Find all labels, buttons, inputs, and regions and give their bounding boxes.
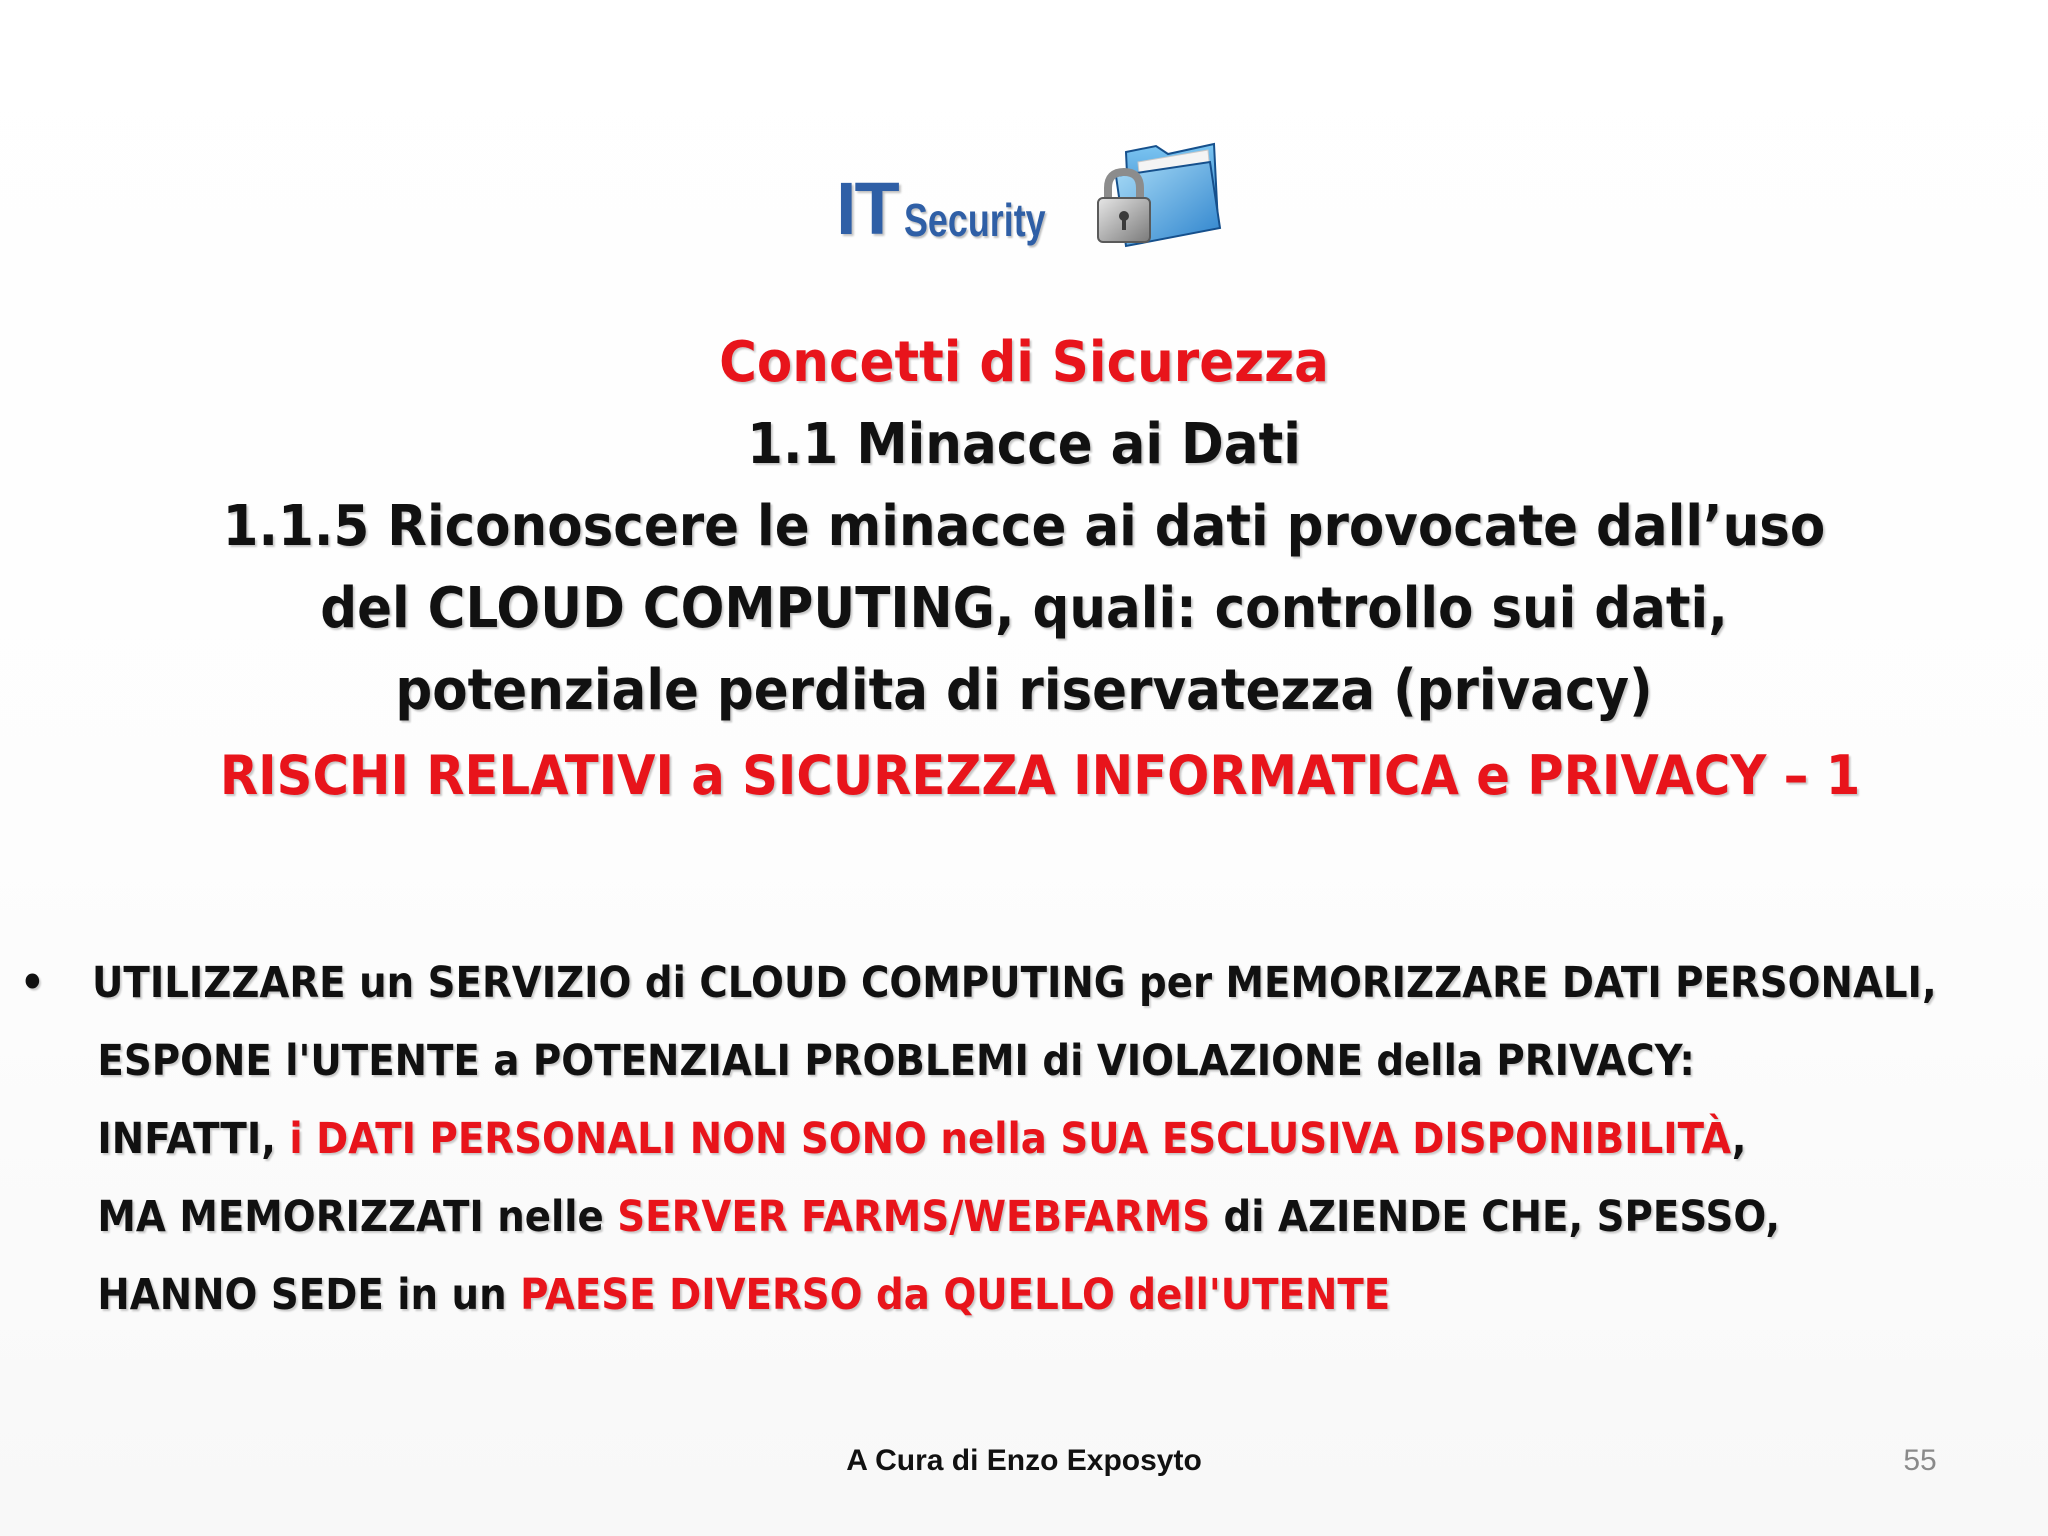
body-line-1: UTILIZZARE un SERVIZIO di CLOUD COMPUTING per MEMORIZZARE DATI PERSONALI, [92,958,1937,1008]
topic-line-2: del CLOUD COMPUTING, quali: controllo sui dati, [320,576,1728,641]
topic-line-3: potenziale perdita di riservatezza (privacy) [395,658,1653,723]
body-line-5-start: HANNO SEDE in un [97,1270,521,1320]
page-number: 55 [1903,1444,1937,1477]
bullet-line-1 [20,944,1937,1022]
logo-security-text: Security [903,194,1046,246]
footer-author: A Cura di Enzo Exposyto [846,1444,1202,1477]
bullet-paragraph [20,944,2030,1334]
body-line-4 [20,1178,1829,1256]
body-line-3 [20,1100,1829,1178]
body-line-3-start: INFATTI, [97,1114,290,1164]
body-line-4-end: di AZIENDE CHE, SPESSO, [1210,1192,1781,1242]
bullet-marker: • [20,958,45,1008]
body-line-5-highlight: PAESE DIVERSO da QUELLO dell'UTENTE [520,1270,1391,1320]
topic-line-1: 1.1.5 Riconoscere le minacce ai dati provocate dall’uso [222,494,1826,559]
slide-title: RISCHI RELATIVI a SICUREZZA INFORMATICA e PRIVACY – 1 [219,744,1861,807]
body-line-3-end: , [1731,1114,1747,1164]
body-line-2: ESPONE l'UTENTE a POTENZIALI PROBLEMI di VIOLAZIONE della PRIVACY: [97,1036,1695,1086]
logo-wordmark [836,146,1085,250]
body-line-4-highlight: SERVER FARMS/WEBFARMS [617,1192,1211,1242]
logo-it-text: IT [836,167,898,250]
body-line-3-highlight: i DATI PERSONALI NON SONO nella SUA ESCLUSIVA DISPONIBILITÀ [289,1114,1732,1164]
it-security-logo [836,132,1236,252]
section-title: Concetti di Sicurezza [719,330,1329,395]
title-block [150,322,1898,812]
subsection-title: 1.1 Minacce ai Dati [747,412,1301,477]
body-line-5 [20,1256,1829,1334]
body-line-4-start: MA MEMORIZZATI nelle [97,1192,618,1242]
folder-lock-icon [1086,132,1226,252]
